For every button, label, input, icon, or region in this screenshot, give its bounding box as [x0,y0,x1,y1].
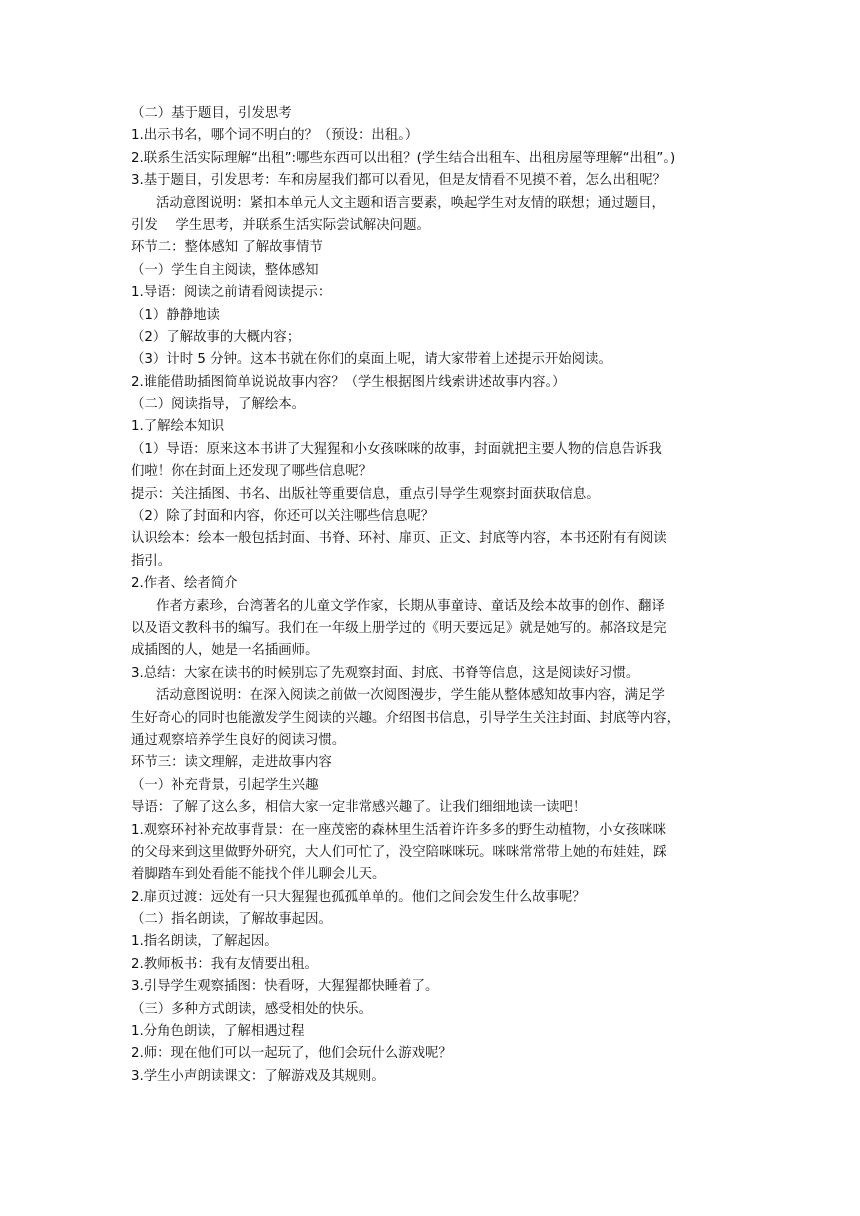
text-line: 环节三：读文理解，走进故事内容 [131,755,332,771]
text-line: 2.作者、绘者简介 [131,576,238,592]
document-page [131,103,737,1088]
text-line: （2）了解故事的大概内容； [131,329,301,345]
text-line: 活动意图说明：在深入阅读之前做一次阅图漫步，学生能从整体感知故事内容，满足学 [156,688,665,704]
text-line: 着脚踏车到处看能不能找个伴儿聊会儿天。 [131,867,386,883]
text-line: 通过观察培养学生良好的阅读习惯。 [131,732,346,748]
text-line: 指引。 [131,553,172,569]
text-line: 1.了解绘本知识 [131,419,225,435]
text-line: 3.基于题目，引发思考：车和房屋我们都可以看见，但是友情看不见摸不着，怎么出租呢？ [131,173,667,189]
text-line: 提示：关注插图、书名、出版社等重要信息，重点引导学生观察封面获取信息。 [131,486,600,502]
text-line: （1）导语：原来这本书讲了大猩猩和小女孩咪咪的故事，封面就把主要人物的信息告诉我 [131,441,662,457]
text-line: 生好奇心的同时也能激发学生阅读的兴趣。介绍图书信息，引导学生关注封面、封底等内容， [131,710,681,726]
text-line: 1.导语：阅读之前请看阅读提示： [131,285,332,301]
text-line: 认识绘本：绘本一般包括封面、书脊、环衬、扉页、正文、封底等内容，本书还附有有阅读 [131,531,667,547]
text-line: 3.引导学生观察插图：快看呀，大猩猩都快睡着了。 [131,979,439,995]
text-line: 成插图的人，她是一名插画师。 [131,643,319,659]
text-line: 以及语文教科书的编写。我们在一年级上册学过的《明天要远足》就是她写的。郝洛玟是完 [131,620,667,636]
text-line: 3.总结：大家在读书的时候别忘了先观察封面、封底、书脊等信息，这是阅读好习惯。 [131,665,640,681]
text-line: （3）计时 5 分钟。这本书就在你们的桌面上呢，请大家带着上述提示开始阅读。 [131,352,612,368]
text-line: （二）指名朗读，了解故事起因。 [131,912,332,928]
text-line: 1.分角色朗读，了解相遇过程 [131,1024,305,1040]
text-line: 1.出示书名，哪个词不明白的？（预设：出租。） [131,128,419,144]
text-line: 1.指名朗读，了解起因。 [131,934,278,950]
text-line: （二）基于题目，引发思考 [131,106,292,121]
text-line: 引发 学生思考，并联系生活实际尝试解决问题。 [131,217,430,233]
text-line: 们啦！你在封面上还发现了哪些信息呢？ [131,464,373,480]
text-line: 2.扉页过渡：远处有一只大猩猩也孤孤单单的。他们之间会发生什么故事呢？ [131,889,586,905]
text-line: （2）除了封面和内容，你还可以关注哪些信息呢？ [131,509,435,525]
text-line: 2.联系生活实际理解“出租”:哪些东西可以出租？(学生结合出租车、出租房屋等理解“出租”。) [131,150,676,166]
text-line: （1）静静地读 [131,307,220,323]
text-line: 活动意图说明：紧扣本单元人文主题和语言要素，唤起学生对友情的联想；通过题目， [156,195,665,211]
text-line: （三）多种方式朗读，感受相处的快乐。 [131,1001,373,1017]
text-line: 2.谁能借助插图简单说说故事内容？（学生根据图片线索讲述故事内容。） [131,374,566,390]
text-line: （二）阅读指导，了解绘本。 [131,397,306,413]
text-line: （一）学生自主阅读，整体感知 [131,262,319,278]
text-line: 2.师：现在他们可以一起玩了，他们会玩什么游戏呢？ [131,1046,452,1062]
text-line: 1.观察环衬补充故事背景：在一座茂密的森林里生活着许许多多的野生动植物，小女孩咪咪 [131,822,667,838]
text-line: 的父母来到这里做野外研究，大人们可忙了，没空陪咪咪玩。咪咪常常带上她的布娃娃，踩 [131,844,667,860]
text-line: 3.学生小声朗读课文：了解游戏及其规则。 [131,1068,385,1084]
text-line: 作者方素珍，台湾著名的儿童文学作家，长期从事童诗、童话及绘本故事的创作、翻译 [156,598,665,614]
text-line: 环节二：整体感知 了解故事情节 [131,240,323,256]
text-line: 导语：了解了这么多，相信大家一定非常感兴趣了。让我们细细地读一读吧！ [131,800,587,816]
text-line: 2.教师板书：我有友情要出租。 [131,956,318,972]
text-line: （一）补充背景，引起学生兴趣 [131,777,319,793]
